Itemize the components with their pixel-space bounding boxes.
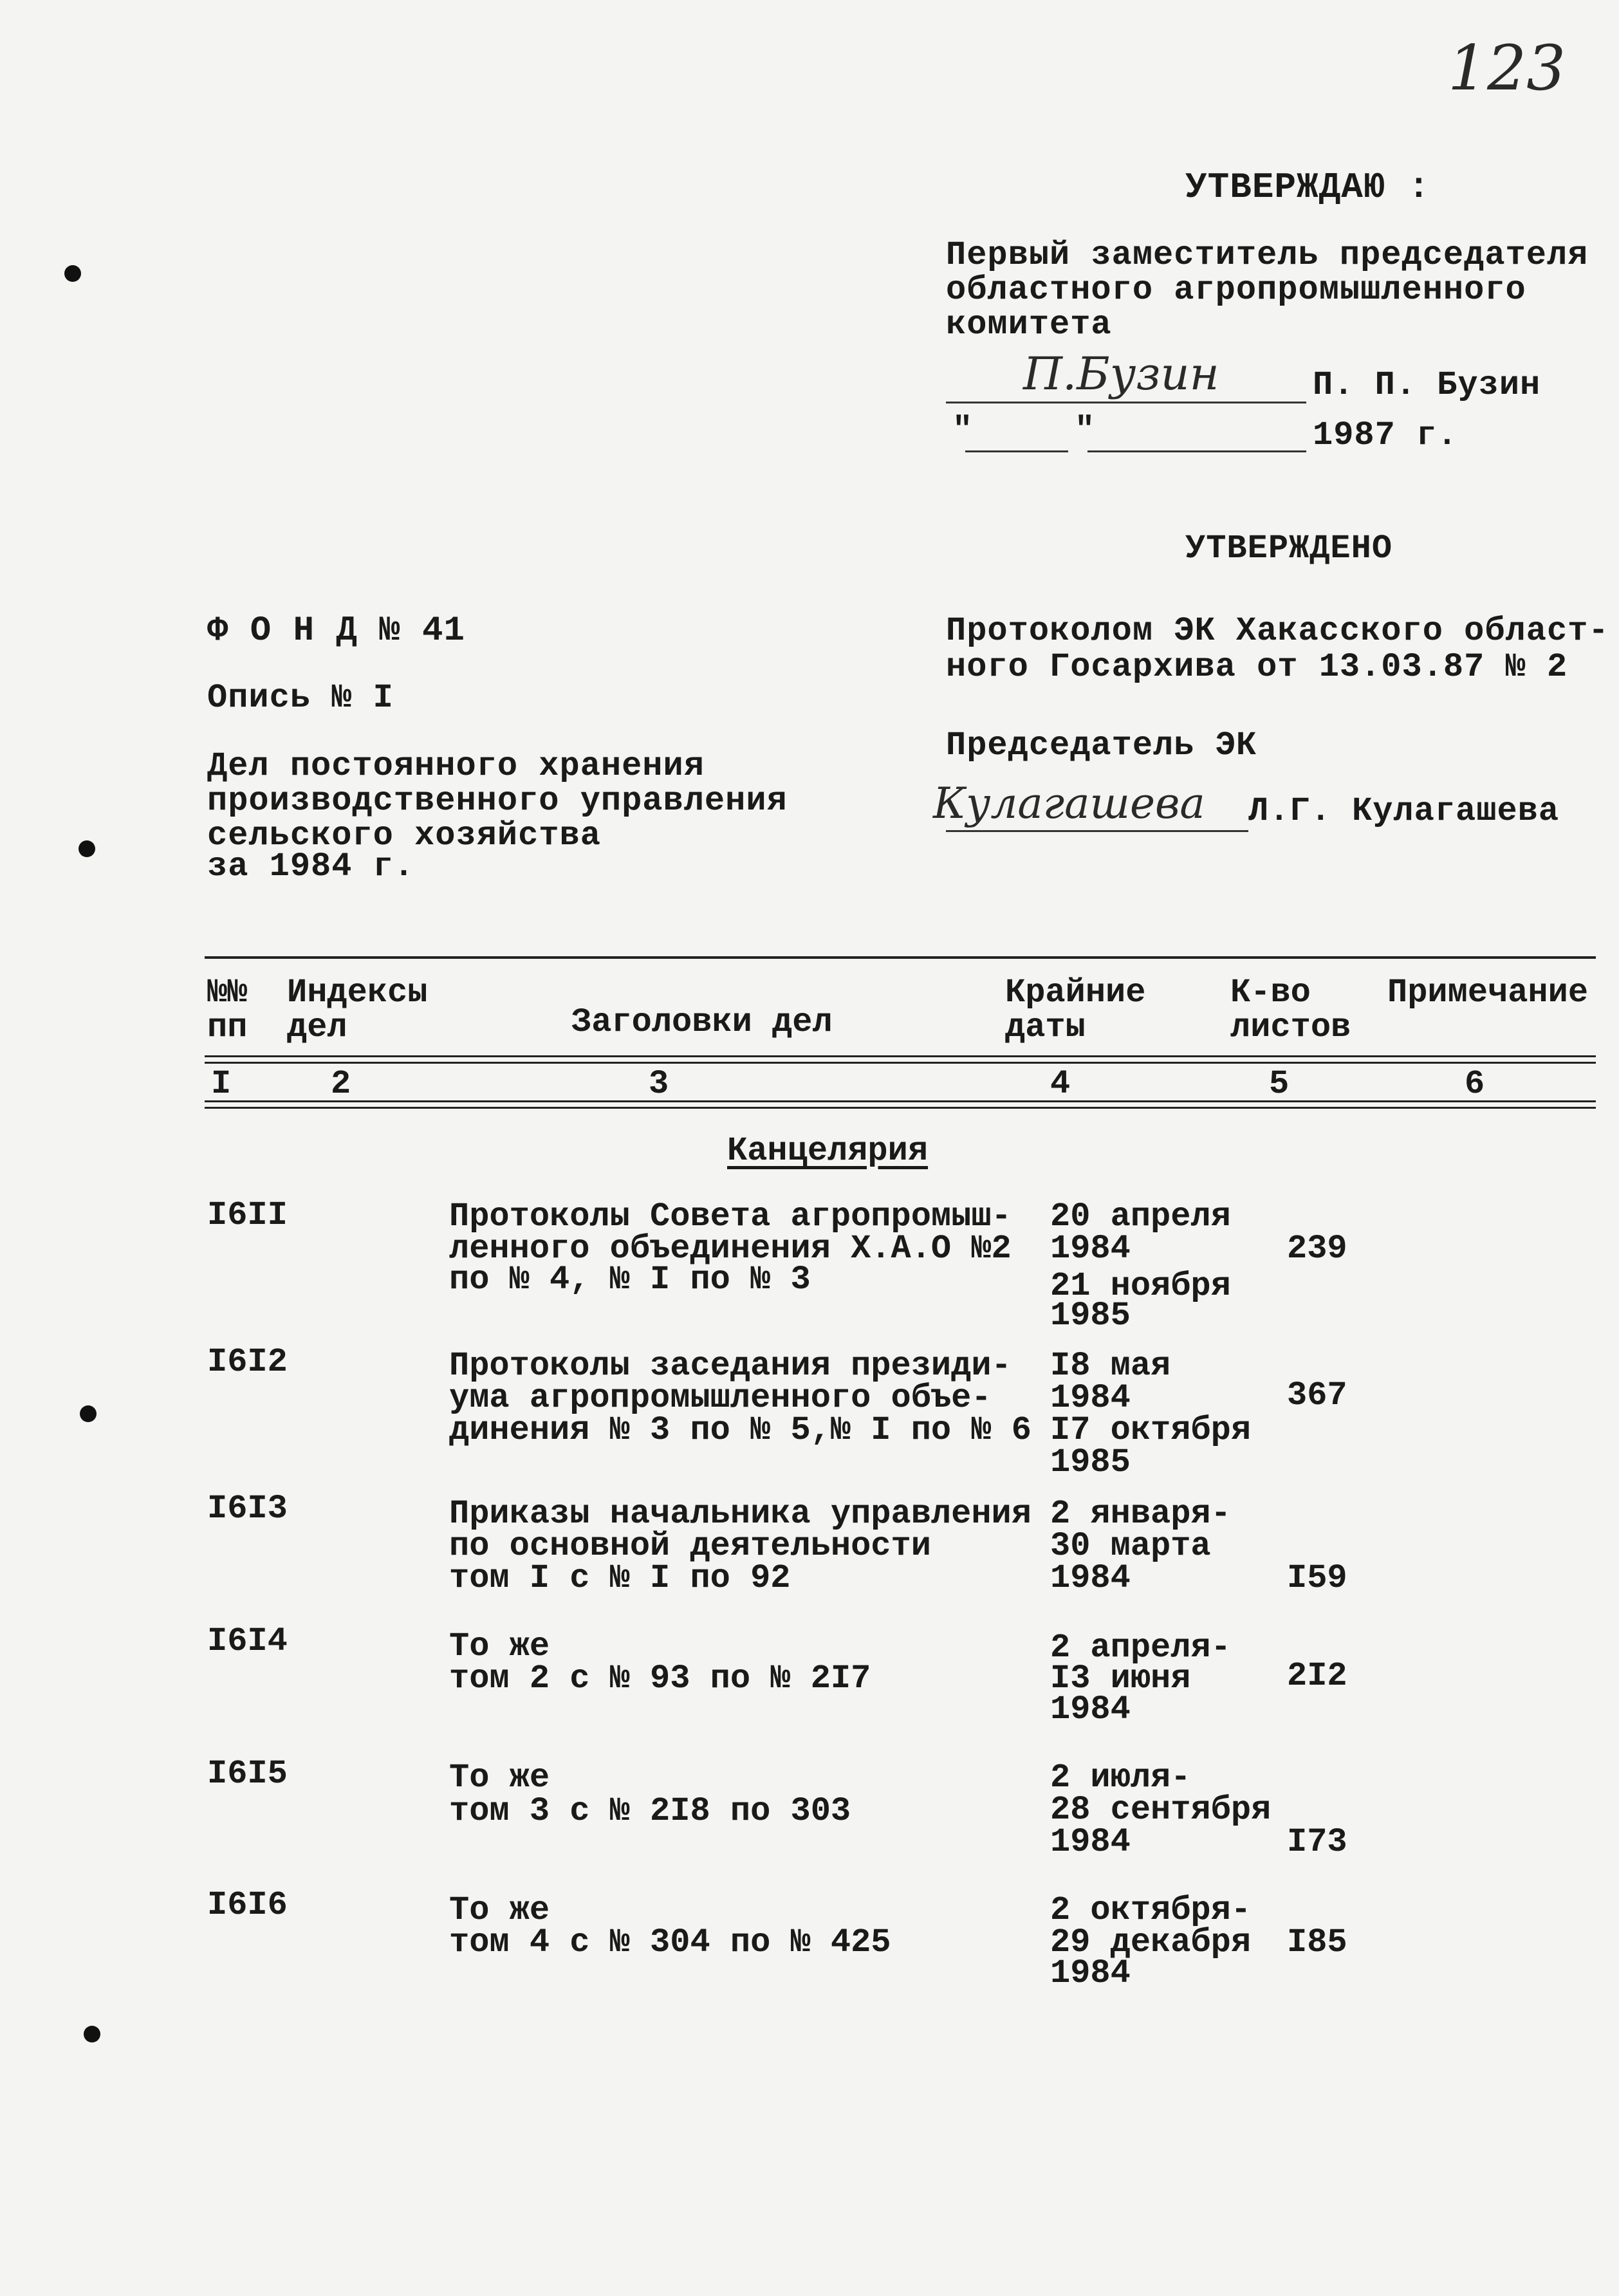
row-2-dates-4: 1985 [1050, 1443, 1131, 1481]
row-1-dates-1: 20 апреля [1050, 1198, 1231, 1236]
column-number-2: 2 [331, 1065, 351, 1103]
fond-description-line-4: за 1984 г. [207, 847, 415, 885]
row-1-title-3: по № 4, № I по № 3 [449, 1261, 811, 1299]
header-index-line-2: дел [287, 1008, 347, 1046]
header-num-line-2: пп [207, 1008, 248, 1046]
approved-signature: Кулагашева [933, 779, 1205, 828]
row-4-num: I6I4 [207, 1622, 288, 1660]
row-5-title-1: То же [449, 1759, 550, 1797]
approve-position-line-1: Первый заместитель председателя [946, 236, 1589, 274]
row-4-dates-1: 2 апреля- [1050, 1629, 1231, 1667]
fond-title: Ф О Н Д № 41 [207, 611, 465, 651]
row-1-dates-4: 1985 [1050, 1297, 1131, 1335]
approve-date-quote-close: " [1075, 411, 1096, 449]
row-4-sheets: 2I2 [1287, 1657, 1347, 1695]
approve-position-line-2: областного агропромышленного [946, 271, 1526, 309]
fond-description-line-2: производственного управления [207, 782, 788, 820]
column-number-1: I [211, 1065, 232, 1103]
column-number-5: 5 [1269, 1065, 1290, 1103]
row-6-dates-1: 2 октября- [1050, 1891, 1252, 1929]
approved-protocol-line-2: ного Госархива от 13.03.87 № 2 [946, 648, 1568, 686]
row-1-title-1: Протоколы Совета агропромыш- [449, 1198, 1012, 1236]
header-index-line-1: Индексы [287, 974, 428, 1012]
row-4-title-1: То же [449, 1627, 550, 1665]
header-title: Заголовки дел [571, 1003, 833, 1041]
row-1-title-2: ленного объединения Х.А.О №2 [449, 1230, 1012, 1268]
row-3-dates-1: 2 января- [1050, 1495, 1231, 1533]
page-number-handwritten: 123 [1448, 32, 1566, 104]
row-3-title-2: по основной деятельности [449, 1527, 931, 1565]
row-2-dates-1: I8 мая [1050, 1347, 1171, 1385]
approve-date-day-line [965, 450, 1068, 452]
row-5-dates-3: 1984 [1050, 1823, 1131, 1861]
row-2-sheets: 367 [1287, 1376, 1347, 1414]
header-sheets-line-2: листов [1230, 1008, 1351, 1046]
row-5-dates-2: 28 сентября [1050, 1791, 1272, 1829]
header-dates-line-1: Крайние [1005, 974, 1146, 1012]
row-2-title-2: ума агропромышленного объе- [449, 1379, 992, 1417]
punch-hole-mid [79, 840, 95, 857]
row-3-num: I6I3 [207, 1490, 288, 1528]
row-5-title-2: том 3 с № 2I8 по 303 [449, 1792, 851, 1830]
approved-signature-line [946, 830, 1248, 832]
row-2-dates-3: I7 октября [1050, 1411, 1252, 1449]
row-2-dates-2: 1984 [1050, 1379, 1131, 1417]
approve-date-quote-open: " [952, 411, 974, 449]
table-header-rule-1 [205, 1055, 1596, 1057]
approved-chairman-label: Председатель ЭК [946, 727, 1257, 764]
row-2-title-3: динения № 3 по № 5,№ I по № 6 [449, 1411, 1032, 1449]
approve-position-line-3: комитета [946, 306, 1112, 344]
row-5-dates-1: 2 июля- [1050, 1759, 1191, 1797]
fond-description-line-1: Дел постоянного хранения [207, 747, 705, 785]
column-number-3: 3 [649, 1065, 669, 1103]
row-3-title-1: Приказы начальника управления [449, 1495, 1032, 1533]
row-2-num: I6I2 [207, 1343, 288, 1381]
approve-heading: УТВЕРЖДАЮ : [1185, 167, 1430, 208]
row-5-sheets: I73 [1287, 1823, 1347, 1861]
row-3-dates-3: 1984 [1050, 1559, 1131, 1597]
row-1-num: I6II [207, 1196, 288, 1234]
row-4-dates-3: 1984 [1050, 1690, 1131, 1728]
fond-inventory: Опись № I [207, 679, 394, 717]
row-4-dates-2: I3 июня [1050, 1660, 1191, 1698]
header-note: Примечание [1387, 974, 1589, 1012]
approved-name: Л.Г. Кулагашева [1248, 792, 1560, 830]
row-1-dates-3: 21 ноября [1050, 1267, 1231, 1305]
row-1-dates-2: 1984 [1050, 1230, 1131, 1268]
approved-heading: УТВЕРЖДЕНО [1185, 530, 1393, 568]
approve-date-month-line [1087, 450, 1306, 452]
table-colnum-rule-2 [205, 1107, 1596, 1109]
approve-name: П. П. Бузин [1313, 366, 1541, 404]
row-1-sheets: 239 [1287, 1230, 1347, 1268]
punch-hole-bottom [84, 2026, 100, 2042]
table-top-rule [205, 956, 1596, 959]
column-number-6: 6 [1465, 1065, 1485, 1103]
row-6-dates-3: 1984 [1050, 1954, 1131, 1992]
header-num-line-1: №№ [207, 974, 248, 1012]
row-6-num: I6I6 [207, 1886, 288, 1924]
approve-year: 1987 г. [1313, 416, 1458, 454]
punch-hole-top [64, 265, 81, 282]
header-dates-line-2: даты [1005, 1008, 1086, 1046]
approve-signature: П.Бузин [1023, 347, 1219, 400]
row-4-title-2: том 2 с № 93 по № 2I7 [449, 1660, 871, 1698]
punch-hole-lower [80, 1405, 97, 1422]
table-header-rule-2 [205, 1062, 1596, 1064]
header-sheets-line-1: К-во [1230, 974, 1311, 1012]
section-heading: Канцелярия [727, 1132, 929, 1170]
row-2-title-1: Протоколы заседания президи- [449, 1347, 1012, 1385]
fond-description-line-3: сельского хозяйства [207, 817, 601, 855]
row-5-num: I6I5 [207, 1755, 288, 1793]
row-3-title-3: том I с № I по 92 [449, 1559, 791, 1597]
row-3-sheets: I59 [1287, 1559, 1347, 1597]
row-6-title-2: том 4 с № 304 по № 425 [449, 1923, 891, 1961]
approve-signature-line [946, 402, 1306, 403]
column-number-4: 4 [1050, 1065, 1071, 1103]
row-6-title-1: То же [449, 1891, 550, 1929]
approved-protocol-line-1: Протоколом ЭК Хакасского област- [946, 612, 1609, 650]
table-colnum-rule-1 [205, 1100, 1596, 1102]
row-6-dates-2: 29 декабря [1050, 1923, 1252, 1961]
row-3-dates-2: 30 марта [1050, 1527, 1211, 1565]
row-6-sheets: I85 [1287, 1923, 1347, 1961]
